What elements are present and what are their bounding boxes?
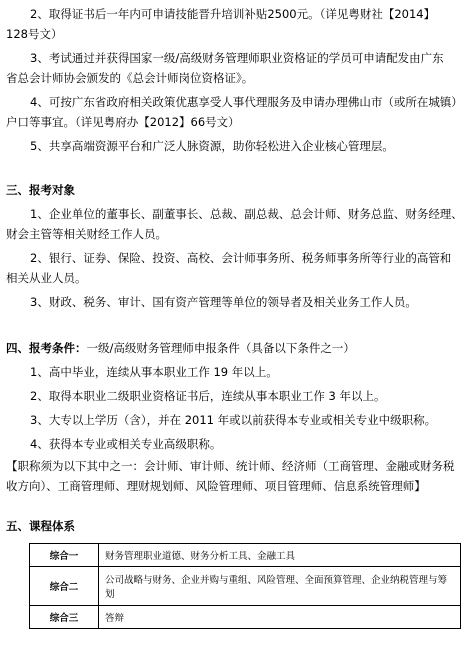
target-line: 财会主管等相关财经工作人员。 <box>6 227 167 241</box>
benefit-line: 4、可按广东省政府相关政策优惠享受人事代理服务及申请办理佛山市（或所在城镇） <box>30 95 463 109</box>
target-line: 2、银行、证券、保险、投资、高校、会计师事务所、税务师事务所等行业的高管和 <box>30 251 452 265</box>
benefit-line: 户口等事宜。（详见粤府办【2012】66号文） <box>6 115 240 129</box>
benefit-line: 2、取得证书后一年内可申请技能晋升培训补贴2500元。（详见粤财社【2014】 <box>30 7 436 21</box>
target-line: 相关从业人员。 <box>6 271 87 285</box>
course-label: 综合三 <box>30 606 99 629</box>
course-label: 综合二 <box>30 567 99 606</box>
table-row <box>30 544 461 567</box>
title-note-line: 收方向）、工商管理师、理财规划师、风险管理师、项目管理师、信息系统管理师】 <box>6 479 426 493</box>
benefit-line: 省总会计师协会颁发的《总会计师岗位资格证》。 <box>6 71 254 85</box>
benefit-line: 5、共享高端资源平台和广泛人脉资源，助你轻松进入企业核心管理层。 <box>30 139 394 153</box>
target-line: 3、财政、税务、审计、国有资产管理等单位的领导者及相关业务工作人员。 <box>30 295 417 309</box>
course-content: 答辩 <box>99 606 461 629</box>
section-heading-courses: 五、课程体系 <box>6 519 75 533</box>
benefit-line: 3、考试通过并获得国家一级/高级财务管理师职业资格证的学员可申请配发由广东 <box>30 51 444 65</box>
conditions-heading: 四、报考条件： <box>6 341 87 355</box>
course-content: 财务管理职业道德、财务分析工具、金融工具 <box>99 544 461 567</box>
table-row <box>30 567 461 606</box>
condition-line: 1、高中毕业，连续从事本职业工作 19 年以上。 <box>30 365 278 379</box>
condition-line: 2、取得本职业二级职业资格证书后，连续从事本职业工作 3 年以上。 <box>30 389 386 403</box>
target-line: 1、企业单位的董事长、副董事长、总裁、副总裁、总会计师、财务总监、财务经理、 <box>30 207 463 221</box>
condition-line: 4、获得本专业或相关专业高级职称。 <box>30 437 222 451</box>
section-heading-target: 三、报考对象 <box>6 183 75 197</box>
course-table <box>29 543 461 629</box>
course-content: 公司战略与财务、企业并购与重组、风险管理、全面预算管理、企业纳税管理与筹划 <box>99 567 461 606</box>
conditions-heading-rest: 一级/高级财务管理师申报条件（具备以下条件之一） <box>86 341 355 355</box>
course-label: 综合一 <box>30 544 99 567</box>
condition-line: 3、大专以上学历（含），并在 2011 年或以前获得本专业或相关专业中级职称。 <box>30 413 437 427</box>
title-note-line: 【职称须为以下其中之一：会计师、审计师、统计师、经济师（工商管理、金融或财务税 <box>6 459 455 473</box>
benefit-line: 128号文） <box>6 27 63 41</box>
section-heading-conditions <box>6 340 463 356</box>
table-row <box>30 606 461 629</box>
